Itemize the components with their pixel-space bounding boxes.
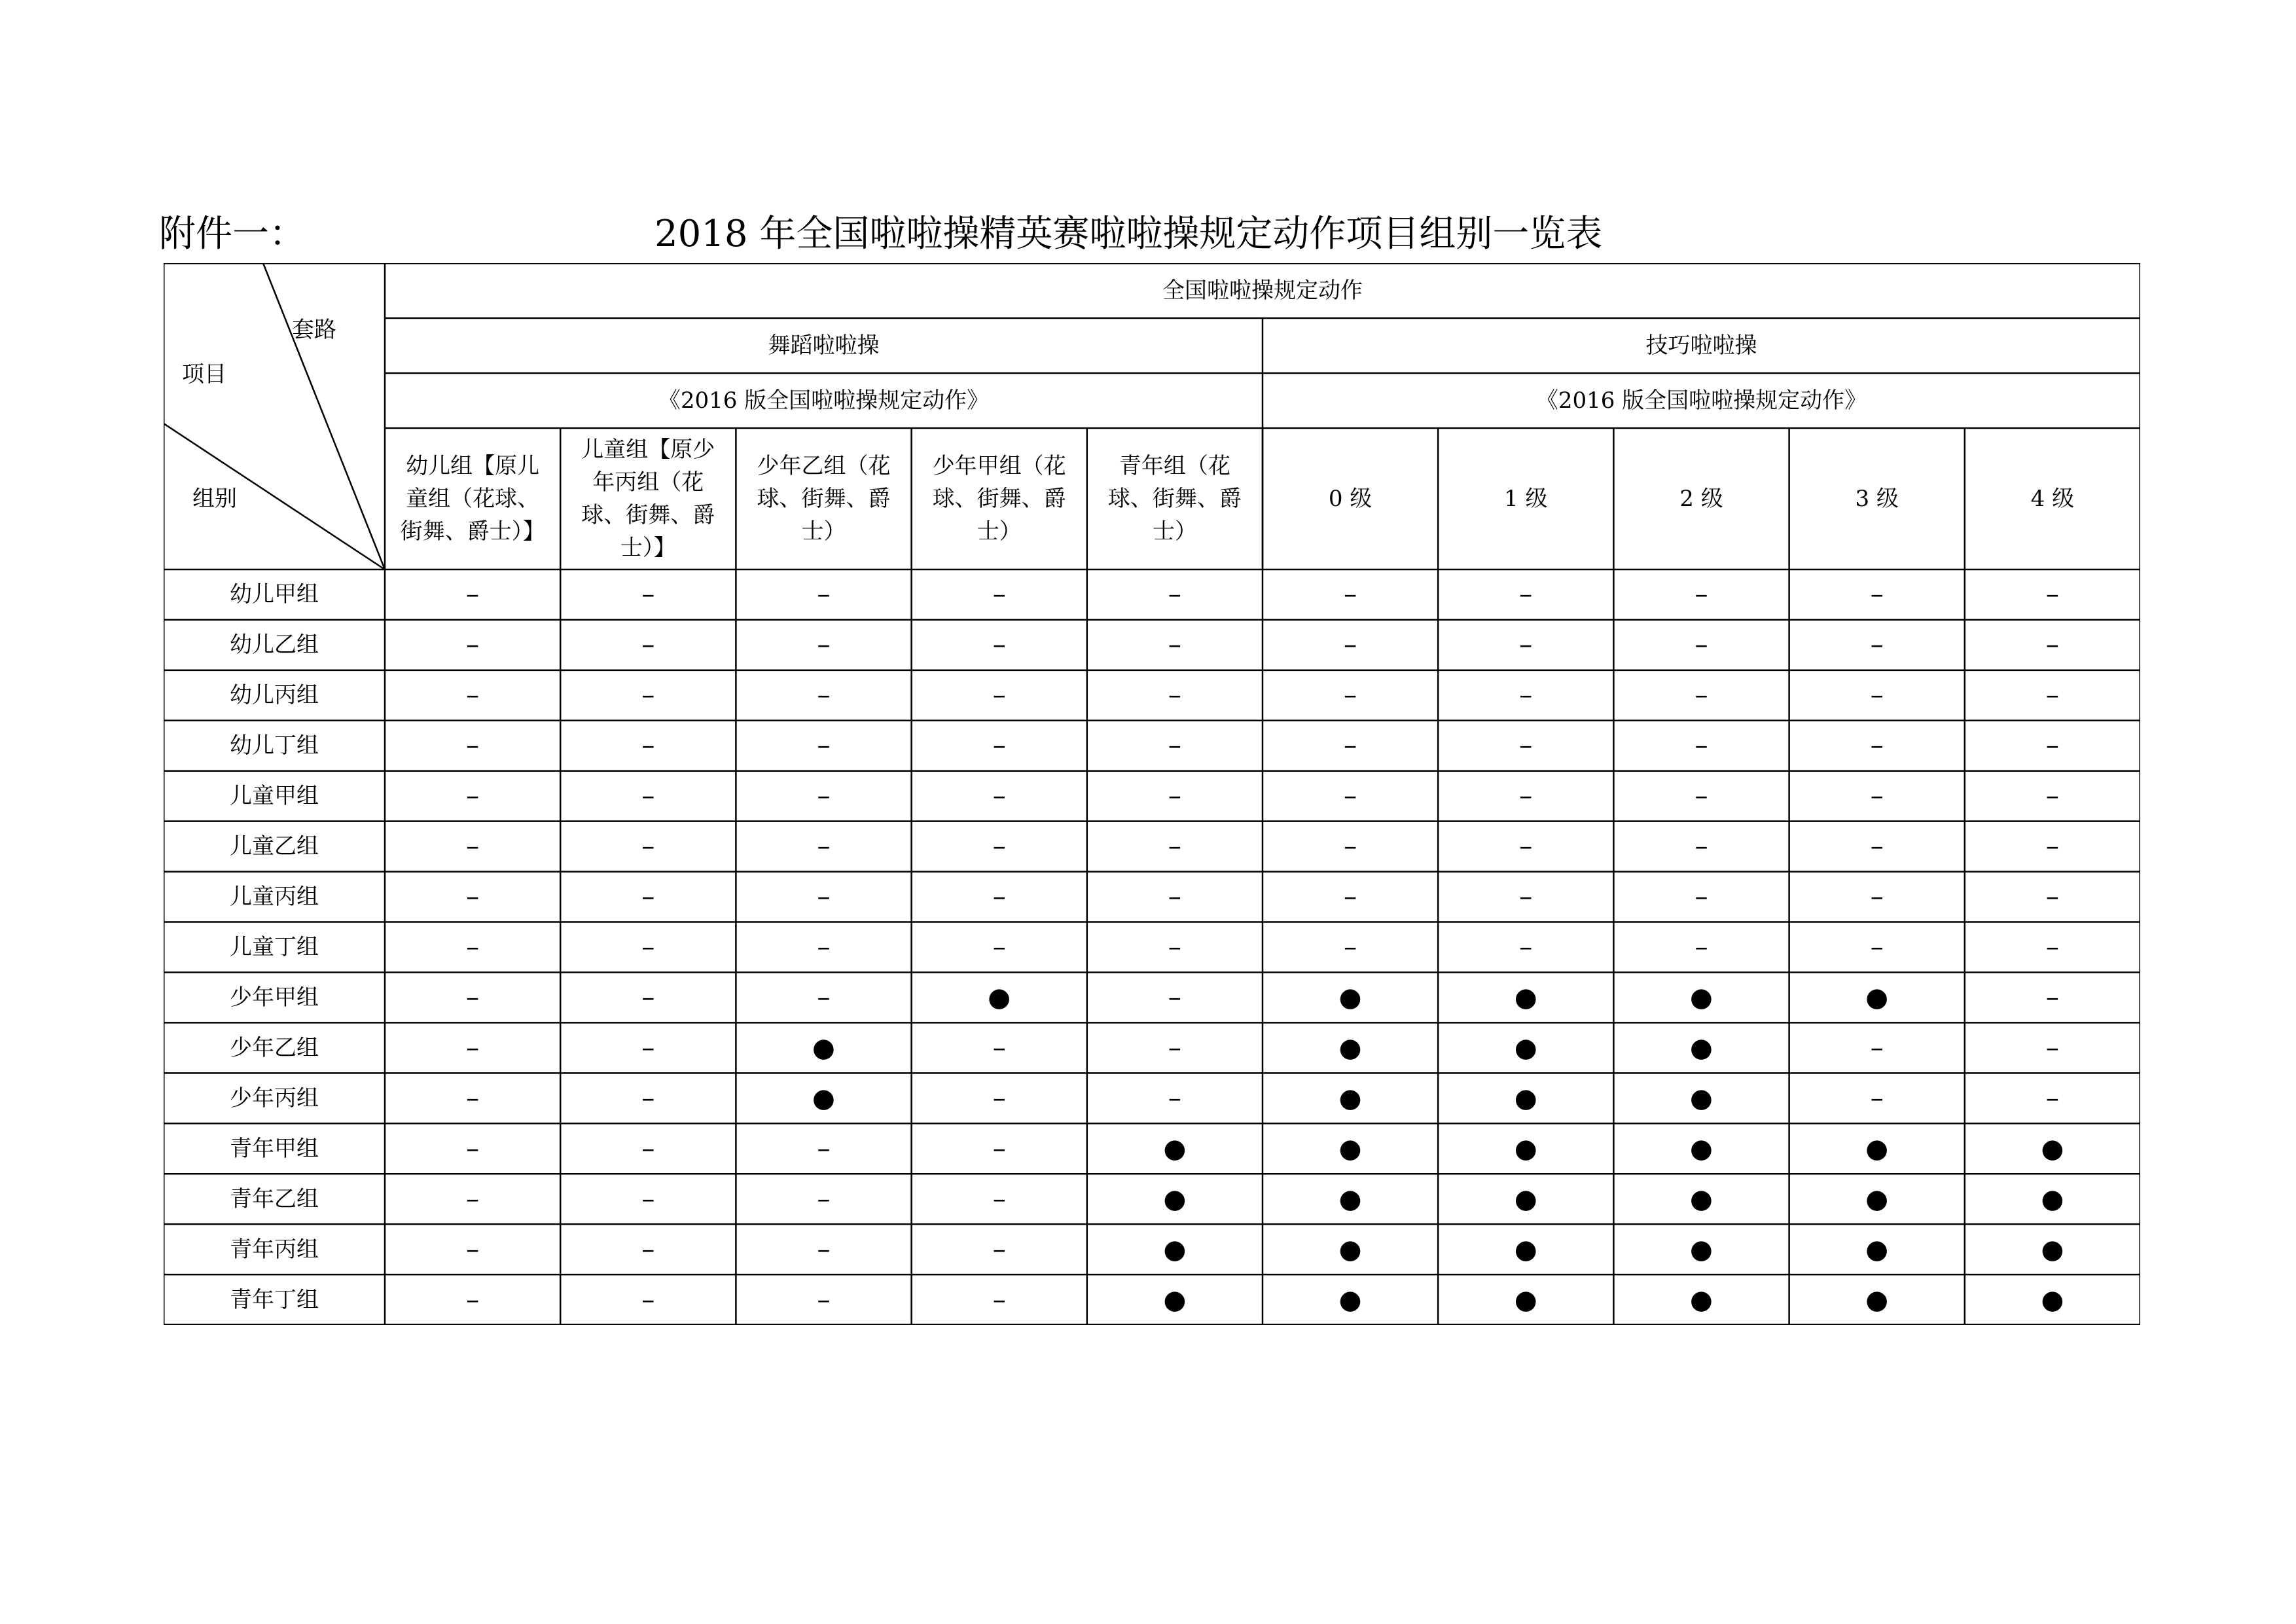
not-applicable-mark: –	[992, 1183, 1006, 1214]
not-applicable-mark: –	[1870, 831, 1884, 862]
not-applicable-mark: –	[1695, 630, 1708, 660]
not-applicable-mark: –	[1870, 630, 1884, 660]
not-applicable-mark: –	[466, 831, 480, 862]
not-applicable-mark: –	[641, 931, 655, 962]
eligible-mark: ●	[2041, 1284, 2064, 1315]
row-label: 儿童丙组	[230, 884, 319, 911]
not-applicable-mark: –	[1168, 931, 1181, 962]
not-applicable-mark: –	[466, 781, 480, 812]
eligible-mark: ●	[1514, 982, 1537, 1013]
not-applicable-mark: –	[641, 579, 655, 610]
not-applicable-mark: –	[1344, 680, 1357, 711]
not-applicable-mark: –	[1870, 781, 1884, 812]
not-applicable-mark: –	[641, 630, 655, 660]
not-applicable-mark: –	[1519, 630, 1533, 660]
column-header-4: 少年甲组（花球、街舞、爵士）	[932, 453, 1066, 545]
corner-label-routine: 套路	[292, 317, 336, 343]
not-applicable-mark: –	[466, 1032, 480, 1063]
not-applicable-mark: –	[466, 982, 480, 1013]
not-applicable-mark: –	[817, 1234, 831, 1265]
column-header-9: 3 级	[1855, 486, 1899, 512]
eligible-mark: ●	[1690, 1234, 1713, 1265]
eligible-mark: ●	[2041, 1234, 2064, 1265]
eligible-mark: ●	[1163, 1183, 1187, 1214]
not-applicable-mark: –	[1695, 831, 1708, 862]
not-applicable-mark: –	[992, 630, 1006, 660]
not-applicable-mark: –	[1344, 630, 1357, 660]
eligible-mark: ●	[1514, 1284, 1537, 1315]
eligible-mark: ●	[1163, 1284, 1187, 1315]
not-applicable-mark: –	[2045, 579, 2059, 610]
not-applicable-mark: –	[1344, 831, 1357, 862]
not-applicable-mark: –	[1519, 579, 1533, 610]
eligible-mark: ●	[1865, 1234, 1889, 1265]
not-applicable-mark: –	[992, 781, 1006, 812]
not-applicable-mark: –	[2045, 781, 2059, 812]
version-dance: 《2016 版全国啦啦操规定动作》	[658, 388, 990, 414]
row-label: 青年甲组	[230, 1135, 319, 1162]
eligible-mark: ●	[2041, 1133, 2064, 1164]
not-applicable-mark: –	[1168, 630, 1181, 660]
corner-label-group: 组别	[192, 486, 237, 512]
not-applicable-mark: –	[1870, 931, 1884, 962]
not-applicable-mark: –	[992, 1032, 1006, 1063]
eligible-mark: ●	[1514, 1133, 1537, 1164]
not-applicable-mark: –	[992, 1284, 1006, 1315]
row-label: 幼儿丙组	[230, 682, 319, 709]
not-applicable-mark: –	[992, 579, 1006, 610]
not-applicable-mark: –	[1168, 781, 1181, 812]
eligible-mark: ●	[1514, 1083, 1537, 1113]
not-applicable-mark: –	[1870, 882, 1884, 912]
version-stunt: 《2016 版全国啦啦操规定动作》	[1535, 388, 1867, 414]
eligible-mark: ●	[1338, 1032, 1362, 1063]
column-header-1: 幼儿组【原儿童组（花球、街舞、爵士）】	[400, 453, 545, 545]
eligible-mark: ●	[1690, 1083, 1713, 1113]
not-applicable-mark: –	[2045, 680, 2059, 711]
not-applicable-mark: –	[1344, 731, 1357, 761]
eligible-mark: ●	[2041, 1183, 2064, 1214]
eligible-mark: ●	[1514, 1183, 1537, 1214]
not-applicable-mark: –	[1168, 731, 1181, 761]
not-applicable-mark: –	[992, 1133, 1006, 1164]
not-applicable-mark: –	[1168, 1032, 1181, 1063]
eligible-mark: ●	[1865, 1284, 1889, 1315]
not-applicable-mark: –	[1695, 781, 1708, 812]
not-applicable-mark: –	[992, 680, 1006, 711]
not-applicable-mark: –	[641, 1083, 655, 1113]
eligible-mark: ●	[812, 1083, 835, 1113]
not-applicable-mark: –	[1168, 982, 1181, 1013]
group-table	[164, 263, 2140, 1325]
not-applicable-mark: –	[641, 781, 655, 812]
not-applicable-mark: –	[641, 1133, 655, 1164]
not-applicable-mark: –	[1870, 1083, 1884, 1113]
not-applicable-mark: –	[817, 982, 831, 1013]
not-applicable-mark: –	[817, 931, 831, 962]
not-applicable-mark: –	[2045, 882, 2059, 912]
column-header-5: 青年组（花球、街舞、爵士）	[1107, 453, 1242, 545]
not-applicable-mark: –	[466, 1284, 480, 1315]
row-label: 儿童乙组	[230, 833, 319, 860]
not-applicable-mark: –	[1519, 731, 1533, 761]
not-applicable-mark: –	[817, 731, 831, 761]
not-applicable-mark: –	[817, 630, 831, 660]
row-label: 幼儿甲组	[230, 581, 319, 608]
row-label: 幼儿乙组	[230, 632, 319, 659]
row-label: 儿童甲组	[230, 783, 319, 810]
eligible-mark: ●	[1690, 982, 1713, 1013]
not-applicable-mark: –	[817, 781, 831, 812]
not-applicable-mark: –	[817, 1133, 831, 1164]
eligible-mark: ●	[1865, 1183, 1889, 1214]
eligible-mark: ●	[1338, 1284, 1362, 1315]
column-header-2: 儿童组【原少年丙组（花球、街舞、爵士）】	[581, 437, 715, 561]
not-applicable-mark: –	[1695, 731, 1708, 761]
row-label: 儿童丁组	[230, 933, 319, 960]
not-applicable-mark: –	[641, 1284, 655, 1315]
row-label: 少年甲组	[230, 984, 319, 1011]
not-applicable-mark: –	[466, 731, 480, 761]
eligible-mark: ●	[1514, 1032, 1537, 1063]
row-label: 幼儿丁组	[230, 732, 319, 759]
corner-label-event: 项目	[182, 361, 226, 388]
column-header-8: 2 级	[1679, 486, 1723, 512]
row-label: 少年乙组	[230, 1034, 319, 1061]
column-header-3: 少年乙组（花球、街舞、爵士）	[757, 453, 891, 545]
not-applicable-mark: –	[2045, 831, 2059, 862]
eligible-mark: ●	[1690, 1183, 1713, 1214]
not-applicable-mark: –	[466, 1083, 480, 1113]
not-applicable-mark: –	[1695, 931, 1708, 962]
attachment-label: 附件一：	[159, 213, 306, 255]
eligible-mark: ●	[812, 1032, 835, 1063]
not-applicable-mark: –	[1344, 781, 1357, 812]
not-applicable-mark: –	[2045, 731, 2059, 761]
not-applicable-mark: –	[466, 630, 480, 660]
not-applicable-mark: –	[466, 882, 480, 912]
eligible-mark: ●	[1338, 1234, 1362, 1265]
not-applicable-mark: –	[992, 931, 1006, 962]
not-applicable-mark: –	[641, 831, 655, 862]
not-applicable-mark: –	[1519, 680, 1533, 711]
not-applicable-mark: –	[1870, 1032, 1884, 1063]
not-applicable-mark: –	[1519, 781, 1533, 812]
not-applicable-mark: –	[466, 579, 480, 610]
eligible-mark: ●	[1690, 1284, 1713, 1315]
not-applicable-mark: –	[466, 1133, 480, 1164]
not-applicable-mark: –	[466, 680, 480, 711]
not-applicable-mark: –	[2045, 1032, 2059, 1063]
not-applicable-mark: –	[992, 882, 1006, 912]
not-applicable-mark: –	[1344, 579, 1357, 610]
not-applicable-mark: –	[2045, 931, 2059, 962]
not-applicable-mark: –	[1344, 882, 1357, 912]
page-title: 2018 年全国啦啦操精英赛啦啦操规定动作项目组别一览表	[655, 213, 1603, 255]
not-applicable-mark: –	[1168, 882, 1181, 912]
not-applicable-mark: –	[641, 680, 655, 711]
eligible-mark: ●	[1338, 1183, 1362, 1214]
not-applicable-mark: –	[466, 1183, 480, 1214]
not-applicable-mark: –	[1870, 579, 1884, 610]
row-label: 青年丙组	[230, 1236, 319, 1263]
eligible-mark: ●	[1338, 1133, 1362, 1164]
not-applicable-mark: –	[1695, 680, 1708, 711]
main-header: 全国啦啦操规定动作	[1162, 278, 1363, 304]
not-applicable-mark: –	[466, 1234, 480, 1265]
not-applicable-mark: –	[2045, 630, 2059, 660]
not-applicable-mark: –	[1168, 1083, 1181, 1113]
row-label: 青年丁组	[230, 1286, 319, 1313]
eligible-mark: ●	[1163, 1234, 1187, 1265]
not-applicable-mark: –	[992, 1083, 1006, 1113]
not-applicable-mark: –	[641, 882, 655, 912]
not-applicable-mark: –	[1695, 579, 1708, 610]
not-applicable-mark: –	[992, 1234, 1006, 1265]
eligible-mark: ●	[1690, 1032, 1713, 1063]
not-applicable-mark: –	[992, 831, 1006, 862]
not-applicable-mark: –	[1870, 680, 1884, 711]
eligible-mark: ●	[1865, 982, 1889, 1013]
not-applicable-mark: –	[466, 931, 480, 962]
not-applicable-mark: –	[1695, 882, 1708, 912]
not-applicable-mark: –	[641, 1234, 655, 1265]
not-applicable-mark: –	[1519, 831, 1533, 862]
not-applicable-mark: –	[817, 882, 831, 912]
not-applicable-mark: –	[817, 1284, 831, 1315]
not-applicable-mark: –	[817, 831, 831, 862]
eligible-mark: ●	[1865, 1133, 1889, 1164]
not-applicable-mark: –	[817, 579, 831, 610]
row-label: 青年乙组	[230, 1185, 319, 1212]
column-header-6: 0 级	[1328, 486, 1372, 512]
not-applicable-mark: –	[1519, 882, 1533, 912]
not-applicable-mark: –	[1870, 731, 1884, 761]
not-applicable-mark: –	[817, 1183, 831, 1214]
not-applicable-mark: –	[992, 731, 1006, 761]
not-applicable-mark: –	[1168, 680, 1181, 711]
eligible-mark: ●	[1514, 1234, 1537, 1265]
eligible-mark: ●	[988, 982, 1011, 1013]
not-applicable-mark: –	[1168, 579, 1181, 610]
not-applicable-mark: –	[641, 982, 655, 1013]
not-applicable-mark: –	[641, 731, 655, 761]
not-applicable-mark: –	[1344, 931, 1357, 962]
category-stunt: 技巧啦啦操	[1645, 333, 1757, 359]
eligible-mark: ●	[1690, 1133, 1713, 1164]
eligible-mark: ●	[1338, 982, 1362, 1013]
eligible-mark: ●	[1338, 1083, 1362, 1113]
column-header-7: 1 级	[1504, 486, 1548, 512]
not-applicable-mark: –	[641, 1032, 655, 1063]
not-applicable-mark: –	[1519, 931, 1533, 962]
not-applicable-mark: –	[817, 680, 831, 711]
not-applicable-mark: –	[1168, 831, 1181, 862]
row-label: 少年丙组	[230, 1085, 319, 1111]
not-applicable-mark: –	[2045, 1083, 2059, 1113]
not-applicable-mark: –	[641, 1183, 655, 1214]
not-applicable-mark: –	[2045, 982, 2059, 1013]
column-header-10: 4 级	[2030, 486, 2075, 512]
eligible-mark: ●	[1163, 1133, 1187, 1164]
category-dance: 舞蹈啦啦操	[768, 333, 880, 359]
